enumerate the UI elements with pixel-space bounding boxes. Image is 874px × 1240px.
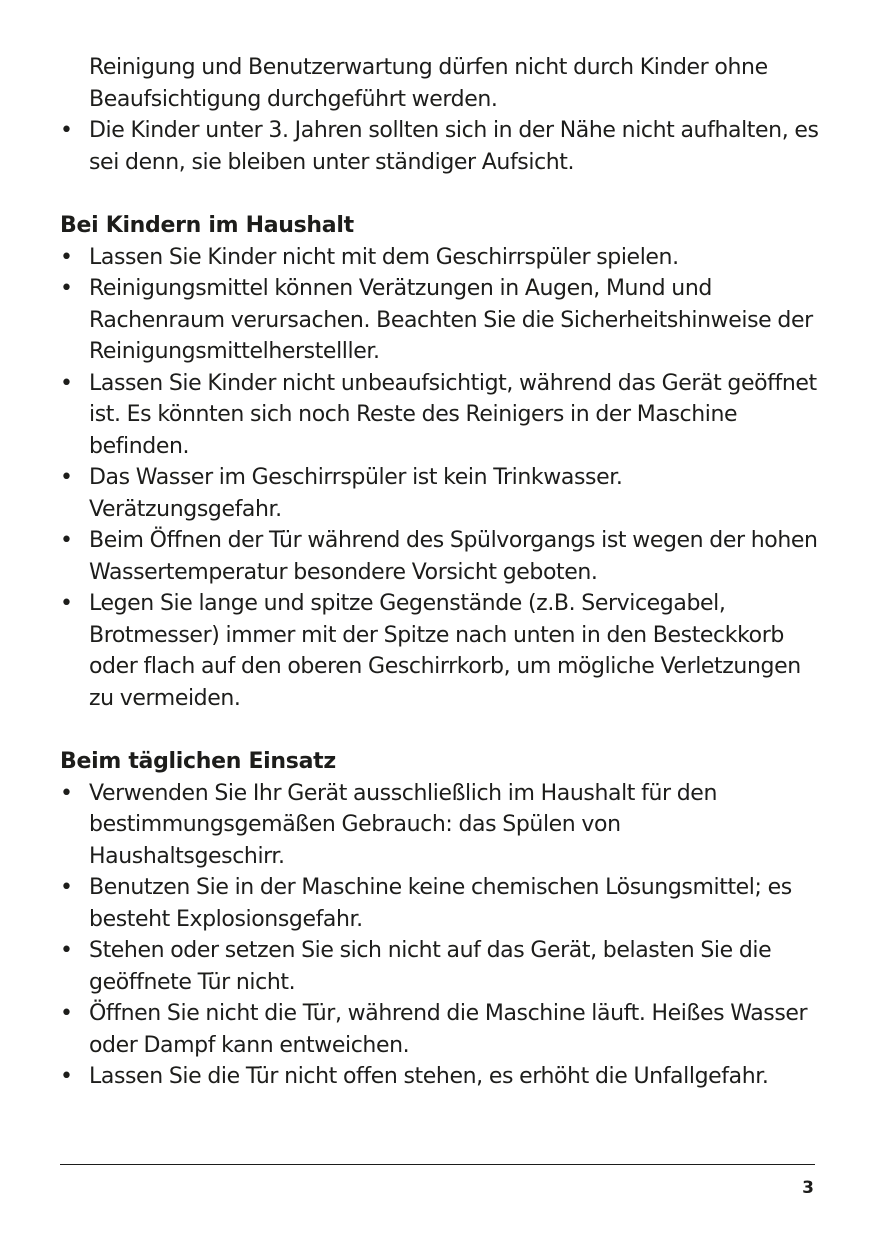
intro-bullet-list	[60, 115, 820, 178]
section-heading: Beim täglichen Einsatz	[60, 749, 336, 774]
list-item-text: Lassen Sie Kinder nicht mit dem Geschirrspüler spielen.	[89, 244, 679, 270]
bullet-list	[60, 242, 820, 715]
list-item	[60, 935, 820, 998]
page-number: 3	[802, 1178, 814, 1198]
bullet-icon: •	[60, 1001, 73, 1026]
list-item	[60, 462, 820, 525]
bullet-icon: •	[60, 528, 73, 553]
list-item	[60, 588, 820, 714]
bullet-icon: •	[60, 276, 73, 301]
bullet-list	[60, 778, 820, 1093]
bullet-icon: •	[60, 1064, 73, 1089]
list-item-text: Beim Öffnen der Tür während des Spülvorgangs ist wegen der hohen Wassertemperatur besondere Vorsicht geboten.	[89, 528, 818, 585]
bullet-icon: •	[60, 465, 73, 490]
bullet-icon: •	[60, 938, 73, 963]
list-item-text: Benutzen Sie in der Maschine keine chemischen Lösungsmittel; es besteht Explosionsgefahr.	[89, 875, 792, 932]
list-item	[60, 368, 820, 463]
bullet-icon: •	[60, 591, 73, 616]
list-item-text: Die Kinder unter 3. Jahren sollten sich in der Nähe nicht aufhalten, es sei denn, sie bleiben unter ständiger Aufsicht.	[89, 118, 819, 175]
list-item-text: Reinigungsmittel können Verätzungen in Augen, Mund und Rachenraum verursachen. Beachten Sie die Sicherheitshinweise der Reinigungsmittelherstelller.	[89, 276, 813, 364]
list-item	[60, 242, 820, 274]
list-item-text: Legen Sie lange und spitze Gegenstände (z.B. Servicegabel, Brotmesser) immer mit der Spitze nach unten in den Besteckkorb oder flach auf den oberen Geschirrkorb, um mögliche Verletzungen zu vermeiden.	[89, 591, 801, 711]
bullet-icon: •	[60, 370, 73, 396]
section-daily-use	[60, 746, 820, 1093]
intro-continuation: Reinigung und Benutzerwartung dürfen nicht durch Kinder ohne Beaufsichtigung durchgeführt werden.	[89, 55, 768, 112]
list-item	[60, 525, 820, 588]
list-item	[60, 115, 820, 178]
document-page	[60, 52, 820, 1093]
bullet-icon: •	[60, 875, 73, 900]
section-heading: Bei Kindern im Haushalt	[60, 213, 354, 238]
list-item	[60, 872, 820, 935]
footer-divider	[60, 1164, 815, 1165]
bullet-icon: •	[60, 244, 73, 270]
list-item-text: Lassen Sie die Tür nicht offen stehen, es erhöht die Unfallgefahr.	[89, 1064, 769, 1089]
list-item-text: Lassen Sie Kinder nicht unbeaufsichtigt, während das Gerät geöffnet ist. Es könnten sich noch Reste des Reinigers in der Maschine befinden.	[89, 370, 817, 459]
list-item	[60, 778, 820, 873]
list-item-text: Verwenden Sie Ihr Gerät ausschließlich im Haushalt für den bestimmungsgemäßen Gebrauch: das Spülen von Haushaltsgeschirr.	[89, 780, 717, 869]
list-item-text: Stehen oder setzen Sie sich nicht auf das Gerät, belasten Sie die geöffnete Tür nicht.	[89, 938, 772, 995]
bullet-icon: •	[60, 118, 73, 143]
list-item	[60, 1061, 820, 1093]
section-children	[60, 210, 820, 714]
bullet-icon: •	[60, 780, 73, 806]
list-item	[60, 998, 820, 1061]
list-item	[60, 273, 820, 368]
list-item-text: Öffnen Sie nicht die Tür, während die Maschine läuft. Heißes Wasser oder Dampf kann entweichen.	[89, 1001, 808, 1058]
list-item-text: Das Wasser im Geschirrspüler ist kein Trinkwasser. Verätzungsgefahr.	[89, 465, 623, 522]
